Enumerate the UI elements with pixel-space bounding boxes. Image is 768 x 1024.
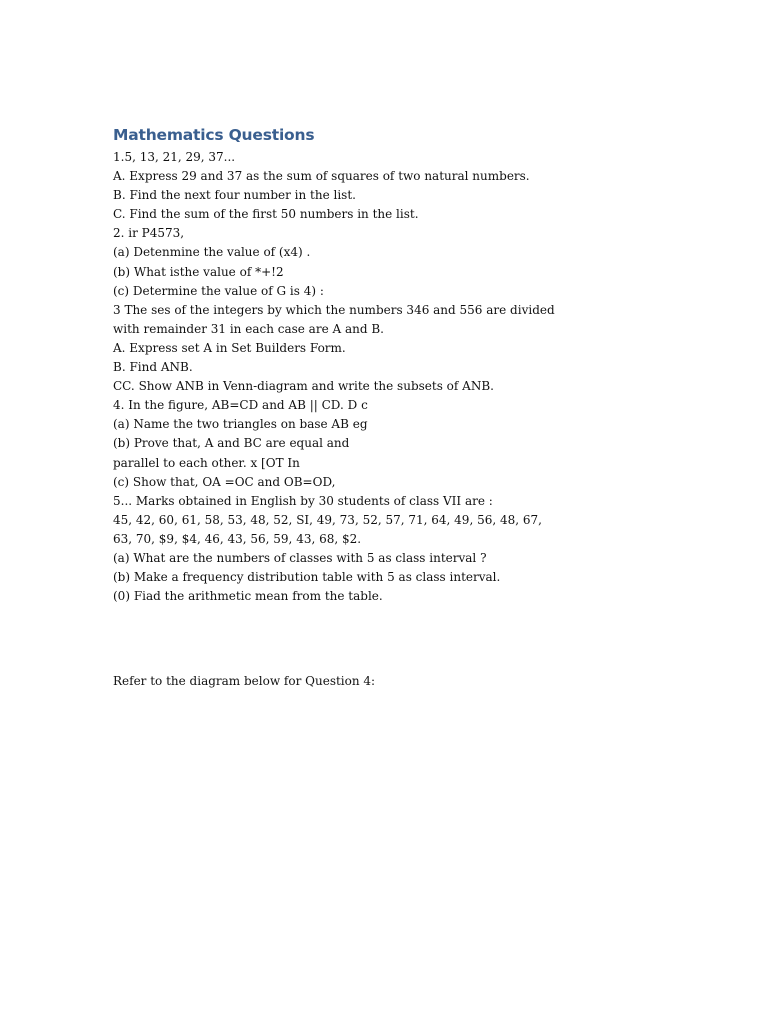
question-line: CC. Show ANB in Venn-diagram and write the subsets of ANB. (113, 379, 494, 394)
question-line: B. Find the next four number in the list. (113, 188, 356, 203)
question-line: (a) Name the two triangles on base AB eg (113, 417, 368, 432)
question-line: 4. In the figure, AB=CD and AB || CD. D c (113, 398, 368, 413)
question-line: (c) Show that, OA =OC and OB=OD, (113, 474, 336, 489)
question-line: (b) Prove that, A and BC are equal and (113, 436, 350, 451)
question-line: (c) Determine the value of G is 4) : (113, 283, 324, 298)
question-line: (a) Detenmine the value of (x4) . (113, 245, 311, 260)
question-line: with remainder 31 in each case are A and B. (113, 321, 384, 336)
diagram-reference-note: Refer to the diagram below for Question 4: (113, 674, 376, 688)
question-line: (0) Fiad the arithmetic mean from the table. (113, 589, 383, 604)
question-line: 5... Marks obtained in English by 30 students of class VII are : (113, 493, 493, 508)
question-line: B. Find ANB. (113, 360, 193, 375)
question-line: 1.5, 13, 21, 29, 37... (113, 150, 236, 164)
question-line: 63, 70, $9, $4, 46, 43, 56, 59, 43, 68, $2. (113, 531, 362, 546)
question-line: (b) What isthe value of *+!2 (113, 264, 284, 279)
document-title: Mathematics Questions (113, 126, 315, 144)
question-line: A. Express set A in Set Builders Form. (113, 340, 346, 355)
question-line: 3 The ses of the integers by which the numbers 346 and 556 are divided (113, 302, 555, 317)
question-line: 45, 42, 60, 61, 58, 53, 48, 52, SI, 49, 73, 52, 57, 71, 64, 49, 56, 48, 67, (113, 512, 542, 527)
question-line: parallel to each other. x [OT In (113, 455, 300, 470)
question-line: (b) Make a frequency distribution table with 5 as class interval. (113, 570, 501, 585)
question-line: (a) What are the numbers of classes with 5 as class interval ? (113, 550, 487, 565)
question-line: A. Express 29 and 37 as the sum of squares of two natural numbers. (113, 169, 530, 184)
question-line: C. Find the sum of the first 50 numbers in the list. (113, 207, 419, 222)
document-body (113, 124, 673, 606)
question-lines (113, 148, 673, 606)
question-line: 2. ir P4573, (113, 226, 185, 241)
